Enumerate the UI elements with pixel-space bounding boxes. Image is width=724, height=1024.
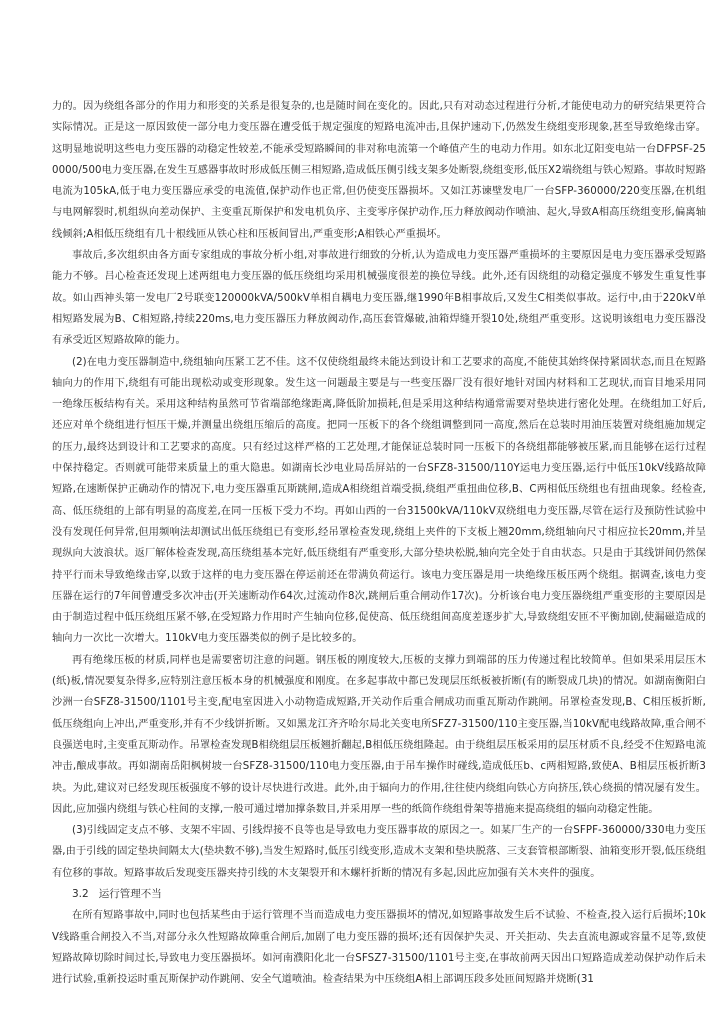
paragraph-lead-fixing: (3)引线固定支点不够、支架不牢固、引线焊接不良等也是导致电力变压器事故的原因之一。如某厂生产的一台SFPF-360000/330电力变压器,由于引线的固定垫块间隔太大(垫块数不够),当发生短路时,低压引线变形,造成木支架和垫块脱落、三支套管根部断裂、油箱变形开裂,低压绕组有位移的事故。短路事故后发现变压器夹持引线的木支架裂开和木螺杆折断的情况有多起,因此应加强有关木夹件的强度。 — [52, 825, 706, 879]
paragraph-pressure-plate-material: 再有绝缘压板的材质,同样也是需要密切注意的问题。钢压板的刚度较大,压板的支撑力到端部的压力传递过程比较简单。但如果采用层压木(纸)板,情况要复杂得多,应特别注意压板本身的机械强度和刚度。在多起事故中都已发现层压纸板被折断(有的断裂成几块)的情况。如湖南衡阳白沙洲一台SFZ8-31500/1101号主变,配电室因进入小动物造成短路,开关动作后重合闸成功而重瓦斯动作跳闸。吊罩检查发现,B、C相压板折断,低压绕组向上冲出,严重变形,并有不少线饼折断。又如黑龙江齐齐哈尔局北关变电所SFZ7-31500/110主变压器,当10kV配电线路故障,重合闸不良强送电时,主变重瓦斯动作。吊罩检查发现B相绕组层压板翘折翻起,B相低压绕组隆起。由于绕组层压板采用的层压材质不良,经受不住短路电流冲击,酿成事故。再如湖南岳阳枫树坡一台SFZ8-31500/110电力变压器,由于吊车操作时碰线,造成低压b、c两相短路,致使A、B相层压板折断3块。为此,建议对已经发现压板强度不够的设计尽快进行改进。此外,由于辐向力的作用,往往使内绕组向铁心方向挤压,铁心绕损的情况屡有发生。因此,应加强内绕组与铁心柱间的支撑,一般可通过增加撑条数目,并采用厚一些的纸筒作绕组骨架等措施来提高绕组的辐向动稳定性能。 — [52, 654, 706, 815]
section-title: 运行管理不当 — [98, 887, 162, 900]
section-number: 3.2 — [72, 887, 89, 900]
section-heading — [52, 884, 706, 905]
paragraph-axial-clamping: (2)在电力变压器制造中,绕组轴向压紧工艺不佳。这不仅使绕组最终未能达到设计和工艺要求的高度,不能使其始终保持紧固状态,而且在短路轴向力的作用下,绕组有可能出现松动或变形现象。发生这一问题最主要是与一些变压器厂没有很好地针对国内材料和工艺现状,而盲目地采用同一绝缘压板结构有关。采用这种结构虽然可节省端部绝缘距离,降低阶加损耗,但是采用这种结构通常需要对垫块进行密化处理。在绕组加工好后,还应对单个绕组进行恒压干燥,并测量出绕组压缩后的高度。把同一压板下的各个绕组调整到同一高度,然后在总装时用油压装置对绕组施加规定的压力,最终达到设计和工艺要求的高度。只有经过这样严格的工艺处理,才能保证总装时同一压板下的各绕组都能够被压紧,而且能够在运行过程中保持稳定。否则就可能带来质量上的重大隐患。如湖南长沙电业局岳屏站的一台SFZ8-31500/110Y运电力变压器,运行中低压10kV线路故障短路,在速断保护正确动作的情况下,电力变压器重瓦斯跳闸,造成A相绕组首端受损,绕组严重扭曲位移,B、C两相低压绕组也有扭曲现象。经检查,高、低压绕组的上部有明显的高度差,在同一压板下受力不均。再如山西的一台31500kVA/110kV双绕组电力变压器,尽管在运行及预防性试验中没有发现任何异常,但用频响法却测试出低压绕组已有变形,经吊罩检查发现,绕组上夹件的下支板上翘20mm,绕组轴向尺寸相应拉长20mm,并呈现纵向大波浪状。返厂解体检查发现,高压绕组基本完好,低压绕组有严重变形,大部分垫块松脱,轴向完全处于自由状态。只是由于其线饼间仍然保持平行而未导致绝缘击穿,以致于这样的电力变压器在停运前还在带满负荷运行。该电力变压器是用一块绝缘压板压两个绕组。据调查,该电力变压器在运行的7年间曾遭受多次冲击(开关速断动作64次,过流动作8次,跳闸后重合闸动作17次)。分析该台电力变压器绕组严重变形的主要原因是由于制造过程中低压绕组压紧不够,在受短路力作用时产生轴向位移,促使高、低压绕组间高度差逐步扩大,导致绕组安匝不平衡加剧,使漏磁造成的轴向力一次比一次增大。110kV电力变压器类似的例子是比较多的。 — [52, 356, 706, 645]
paragraph-accident-analysis: 事故后,多次组织由各方面专家组成的事故分析小组,对事故进行细致的分析,认为造成电力变压器严重损坏的主要原因是电力变压器承受短路能力不够。吕心检查还发现上述两组电力变压器的低压绕组均采用机械强度很差的换位导线。此外,还有因绕组的动稳定强度不够发生重复性事故。如山西神头第一发电厂2号联变120000kVA/500kV单相自耦电力变压器,继1990年B相事故后,又发生C相类似事故。运行中,由于220kV单相短路发展为B、C相短路,持续220ms,电力变压器压力释放阀动作,高压套管爆破,油箱焊缝开裂10处,绕组严重变形。这说明该组电力变压器没有承受近区短路故障的能力。 — [52, 250, 706, 347]
paragraph-electrodynamic-force: 力的。因为绕组各部分的作用力和形变的关系是很复杂的,也是随时间在变化的。因此,只有对动态过程进行分析,才能使电动力的研究结果更符合实际情况。正是这一原因致使一部分电力变压器在遭受低于规定强度的短路电流冲击,且保护速动下,仍然发生绕组变形现象,甚至导致绝缘击穿。这明显地说明这些电力变压器的动稳定性较差,不能承受短路瞬间的非对称电流第一个峰值产生的电动力作用。如东北辽阳变电站一台DFPSF-250000/500电力变压器,在发生互感器事故时形成低压侧三相短路,造成低压侧引线支架多处断裂,绕组变形,低压X2端绕组与铁心短路。事故时短路电流为105kA,低于电力变压器应承受的电流值,保护动作也正常,但仍使变压器损坏。又如江苏谏壁发电厂一台SFP-360000/220变压器,在机组与电网解裂时,机组纵向差动保护、主变重瓦斯保护和发电机负序、主变零序保护动作,压力释放阀动作喷油、起火,导致A相高压绕组变形,偏离轴线倾斜;A相低压绕组有几十根线匝从铁心柱和压板间冒出,严重变形;A相铁心严重损坏。 — [52, 101, 706, 240]
paragraph-operation-management: 在所有短路事故中,同时也包括某些由于运行管理不当而造成电力变压器损坏的情况,如短路事故发生后不试验、不检查,投入运行后损坏;10kV线路重合闸投入不当,对部分永久性短路故障重合闸后,加剧了电力变压器的损坏;还有因保护失灵、开关拒动、失去直流电源或容量不足等,致使短路故障切除时间过长,导致电力变压器损坏。如河南濮阳化北一台SFSZ7-31500/1101号主变,在事故前两天因出口短路造成差动保护动作后未进行试验,重新投运时重瓦斯保护动作跳闸、安全气道喷油。检查结果为中压绕组A相上部调压段多处匝间短路并烧断(31 — [52, 910, 706, 986]
